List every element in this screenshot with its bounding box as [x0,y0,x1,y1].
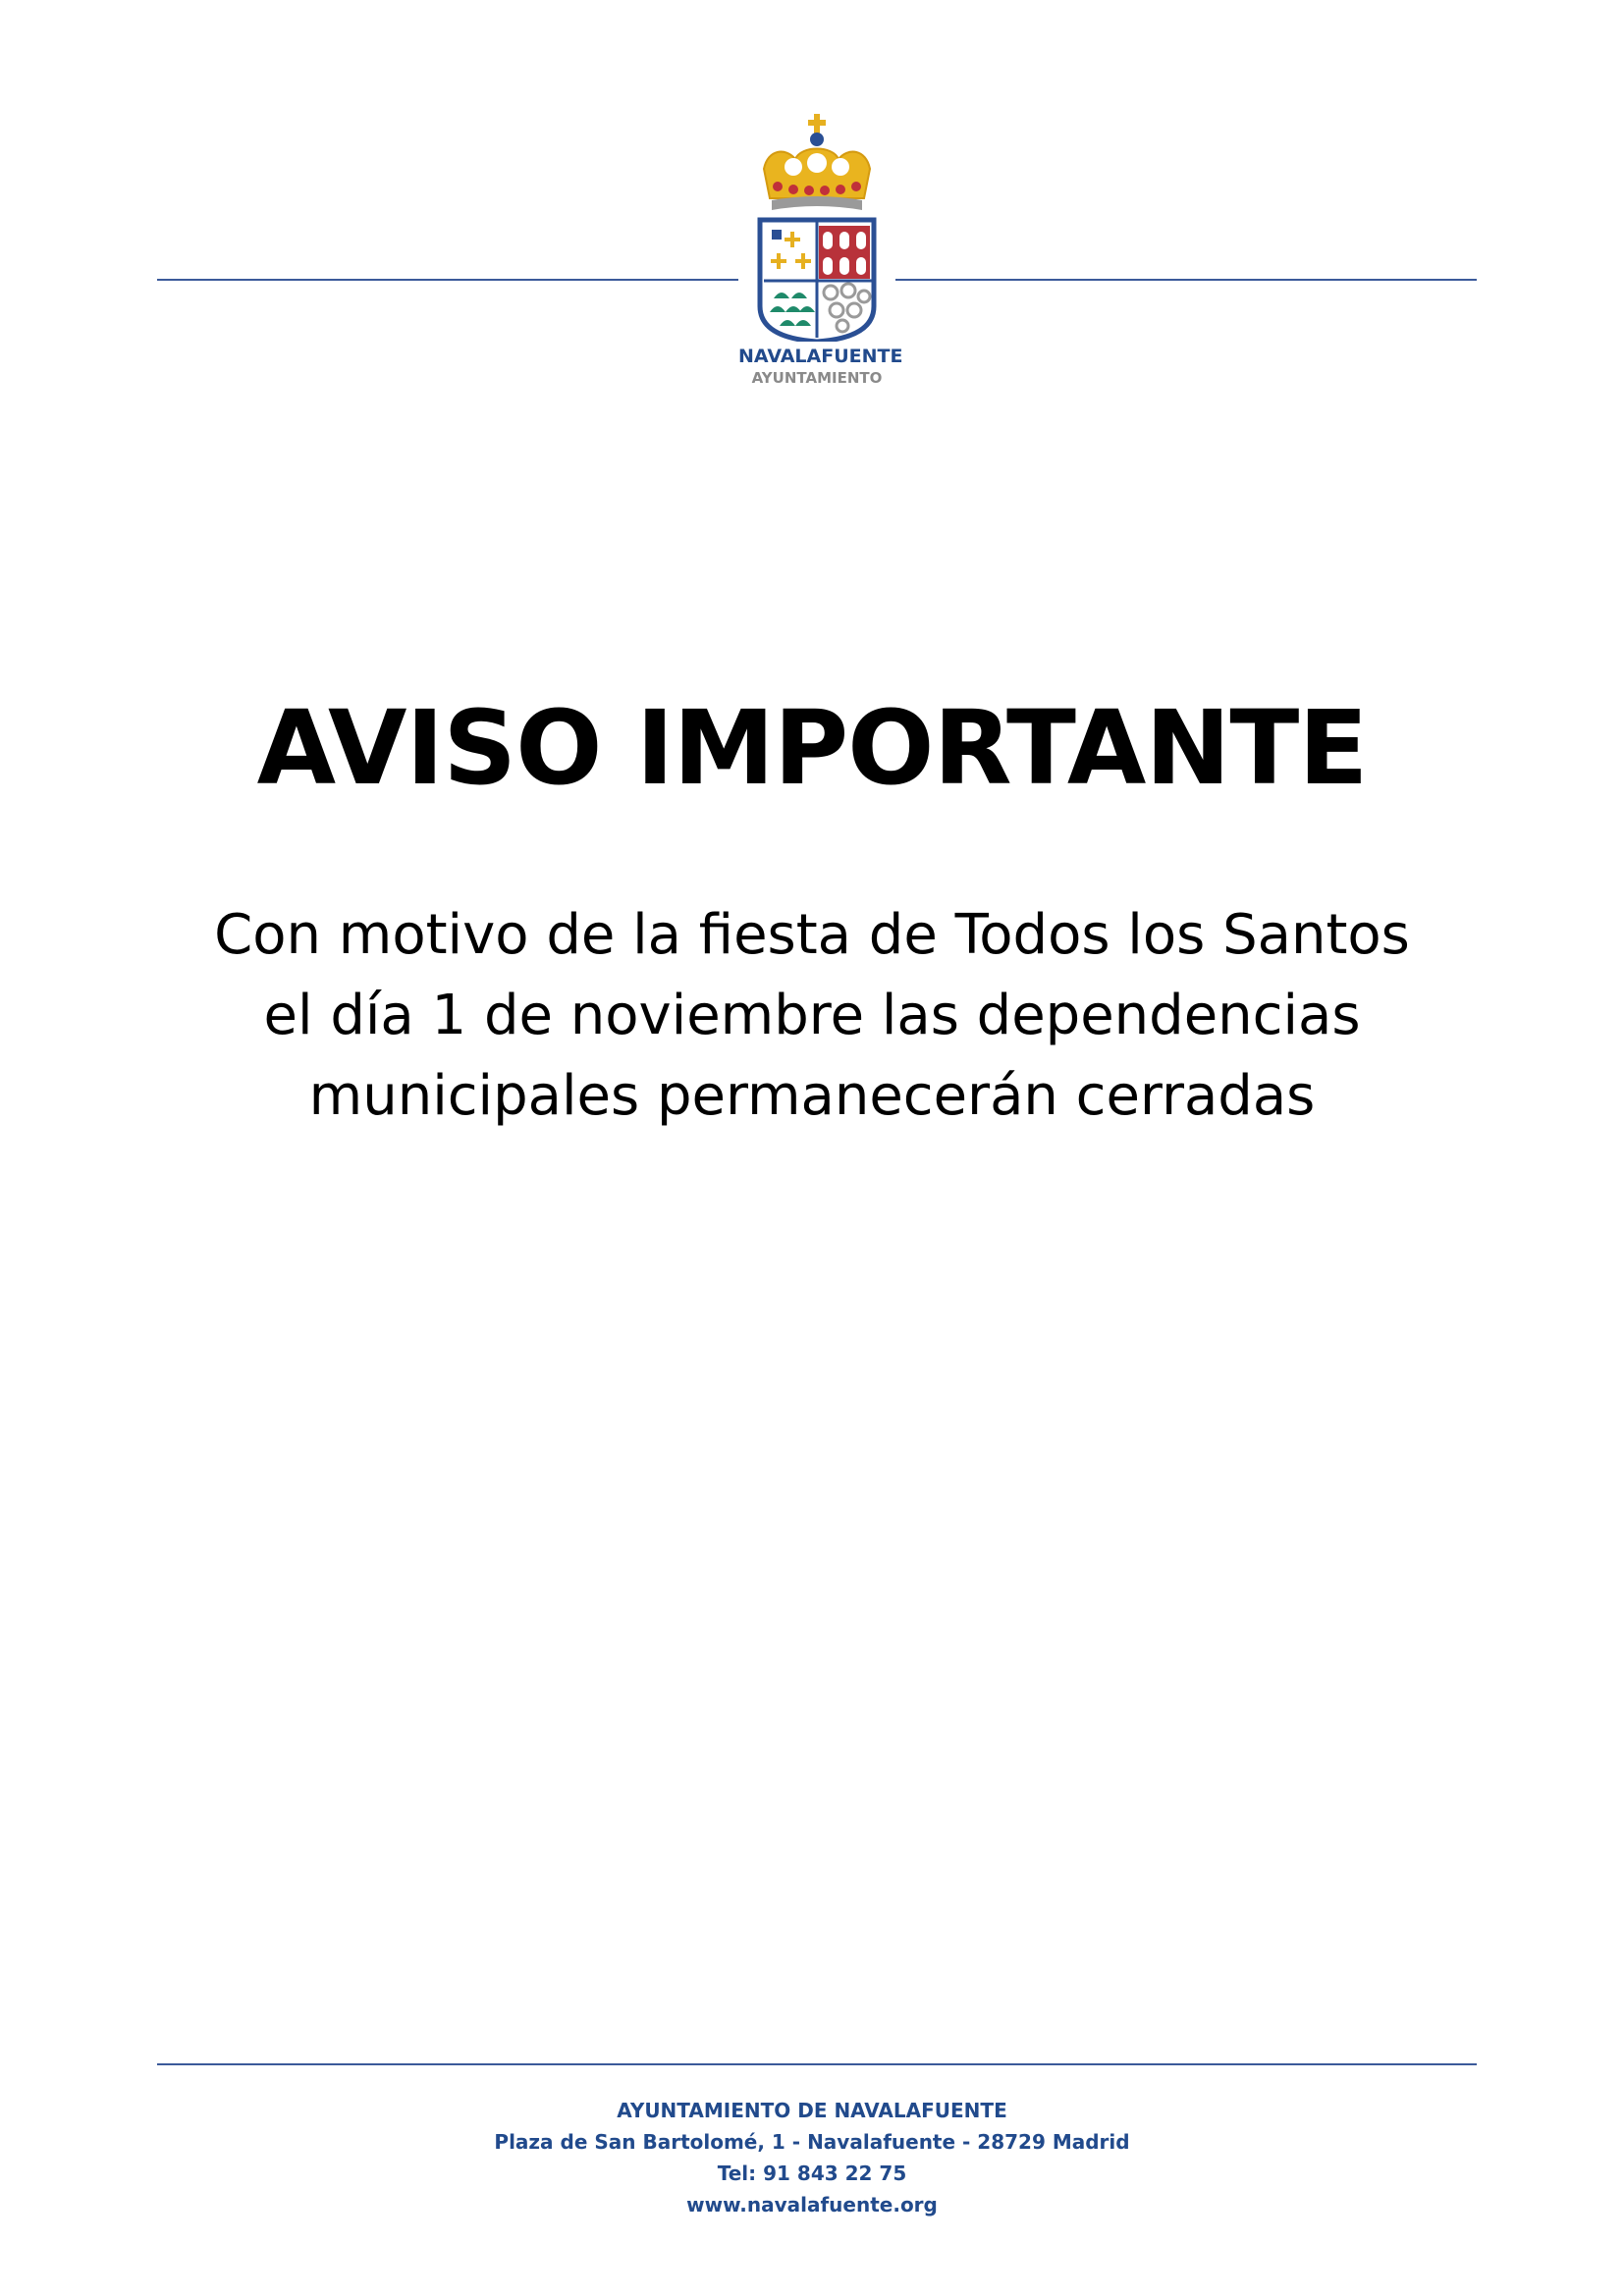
footer-website[interactable]: www.navalafuente.org [686,2193,938,2216]
notice-title: AVISO IMPORTANTE [256,688,1368,808]
footer-address: Plaza de San Bartolomé, 1 - Navalafuente - 28729 Madrid [494,2130,1130,2154]
coat-of-arms-icon [738,110,895,342]
footer-contact [0,2095,1624,2220]
notice-message [118,895,1506,1137]
footer-phone: Tel: 91 843 22 75 [717,2162,907,2185]
footer-organization: AYUNTAMIENTO DE NAVALAFUENTE [617,2099,1007,2122]
header-divider-right [895,279,1477,281]
notice-message-line: el día 1 de noviembre las dependencias [263,984,1361,1047]
header-divider-left [157,279,738,281]
notice-message-line: Con motivo de la fiesta de Todos los Santos [214,903,1410,967]
logo-municipality-name: NAVALAFUENTE [738,346,903,367]
footer-divider [157,2063,1477,2065]
municipal-logo [738,110,903,395]
notice-message-line: municipales permanecerán cerradas [308,1064,1316,1128]
logo-subtitle: AYUNTAMIENTO [751,369,883,387]
